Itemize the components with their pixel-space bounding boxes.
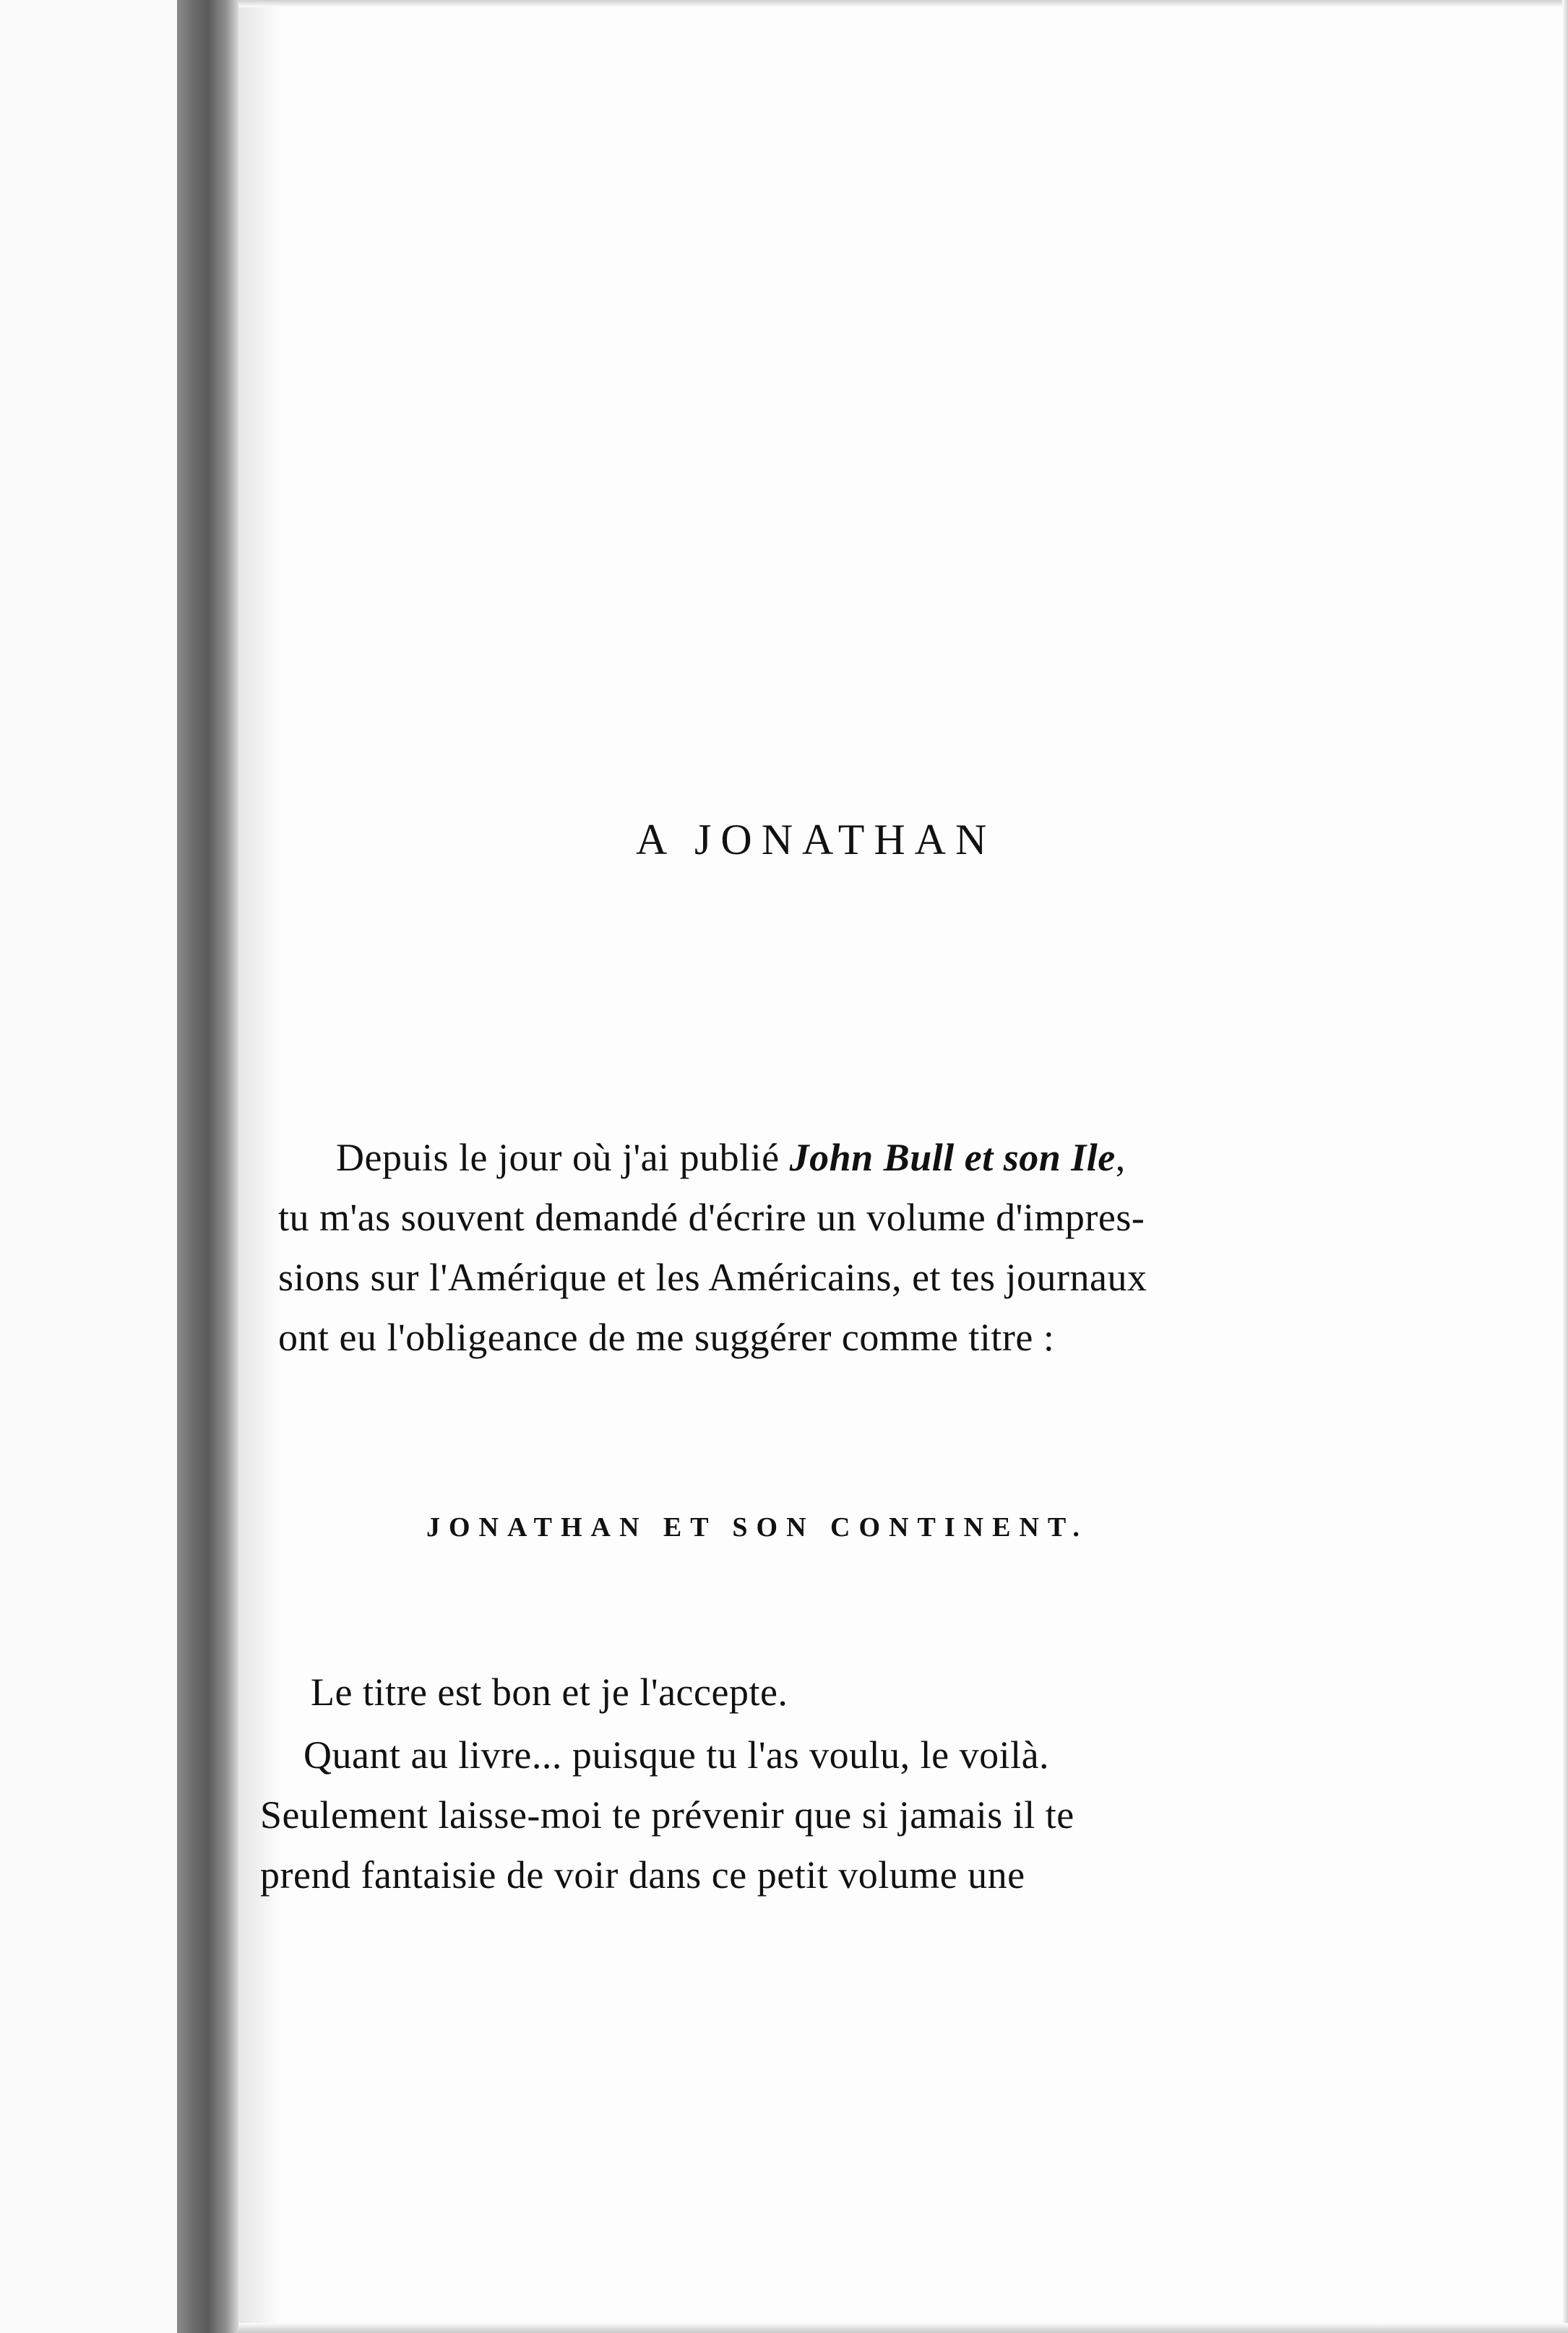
paragraph-2-line-1: Le titre est bon et je l'accepte. xyxy=(311,1670,788,1714)
book-title-italic: John Bull et son Ile xyxy=(789,1136,1116,1179)
gutter-fade xyxy=(238,0,282,2333)
page-margin-left xyxy=(0,0,177,2333)
page-right-edge xyxy=(1562,0,1568,2333)
paragraph-1-line-2: tu m'as souvent demandé d'écrire un volume d'impres- xyxy=(278,1196,1145,1239)
book-gutter-shadow xyxy=(177,0,238,2333)
text-span: , xyxy=(1115,1136,1126,1179)
dedication-heading: A JONATHAN xyxy=(636,816,996,863)
paragraph-3-line-2: Seulement laisse-moi te prévenir que si jamais il te xyxy=(260,1793,1074,1837)
page-top-edge xyxy=(238,0,1568,7)
paragraph-1-line-3: sions sur l'Amérique et les Américains, et tes journaux xyxy=(278,1256,1147,1299)
paragraph-3-line-3: prend fantaisie de voir dans ce petit volume une xyxy=(260,1853,1025,1897)
proposed-title: JONATHAN ET SON CONTINENT. xyxy=(426,1512,1088,1543)
paragraph-1-line-1 xyxy=(336,1131,1126,1184)
text-span: Depuis le jour où j'ai publié xyxy=(336,1136,790,1179)
paragraph-1-line-4: ont eu l'obligeance de me suggérer comme titre : xyxy=(278,1316,1055,1359)
page-bottom-edge xyxy=(238,2323,1568,2333)
paragraph-3-line-1: Quant au livre... puisque tu l'as voulu, le voilà. xyxy=(303,1733,1050,1777)
